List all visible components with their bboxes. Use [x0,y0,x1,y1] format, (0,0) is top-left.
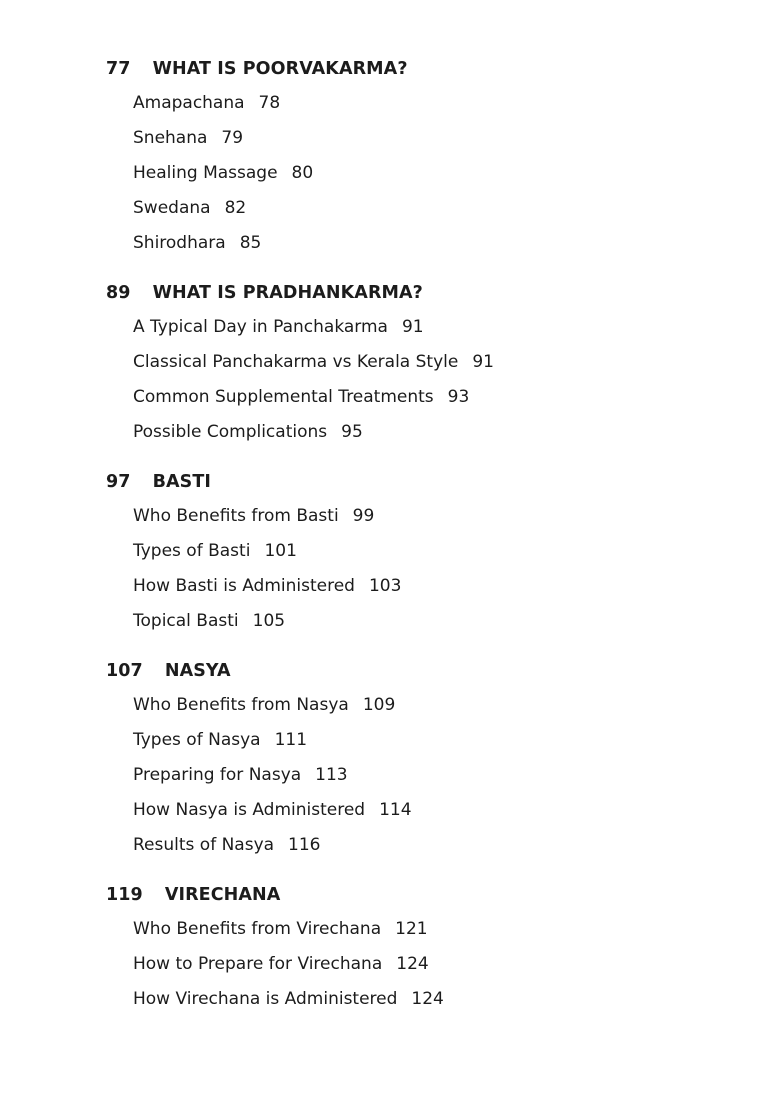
toc-section-poorvakarma [106,56,706,265]
entry-page-number: 82 [224,198,247,218]
entry-page-number: 109 [362,695,396,715]
toc-section-virechana [106,882,706,1021]
entry-page-number: 99 [352,506,375,526]
section-heading[interactable] [106,658,706,692]
toc-entry[interactable] [133,916,706,951]
toc-entry[interactable] [133,419,706,454]
entry-label: Amapachana [133,93,245,113]
entry-page-number: 79 [221,128,244,148]
entry-label: Who Benefits from Basti [133,506,339,526]
entry-page-number: 124 [411,989,444,1009]
toc-section-basti [106,469,706,643]
toc-entry[interactable] [133,832,706,867]
toc-entry[interactable] [133,90,706,125]
entry-label: Shirodhara [133,233,226,253]
subsection-list [106,916,706,1021]
entry-page-number: 85 [239,233,262,253]
entry-label: Possible Complications [133,422,328,442]
section-heading[interactable] [106,280,706,314]
entry-label: Results of Nasya [133,835,275,855]
toc-entry[interactable] [133,573,706,608]
section-page-number: 77 [106,59,131,79]
entry-label: Types of Nasya [133,730,261,750]
entry-label: How Virechana is Administered [133,989,398,1009]
section-heading[interactable] [106,469,706,503]
subsection-list [106,692,706,867]
toc-entry[interactable] [133,314,706,349]
toc-entry[interactable] [133,608,706,643]
entry-label: Snehana [133,128,208,148]
section-title: BASTI [152,472,211,492]
subsection-list [106,314,706,454]
toc-entry[interactable] [133,762,706,797]
entry-label: Classical Panchakarma vs Kerala Style [133,352,459,372]
toc-entry[interactable] [133,692,706,727]
toc-entry[interactable] [133,951,706,986]
entry-page-number: 111 [274,730,308,750]
toc-entry[interactable] [133,230,706,265]
section-title: WHAT IS POORVAKARMA? [152,59,408,79]
entry-label: A Typical Day in Panchakarma [133,317,388,337]
toc-entry[interactable] [133,503,706,538]
toc-section-pradhankarma [106,280,706,454]
toc-entry[interactable] [133,160,706,195]
entry-label: How Nasya is Administered [133,800,366,820]
section-page-number: 97 [106,472,131,492]
subsection-list [106,503,706,643]
entry-label: Preparing for Nasya [133,765,302,785]
toc-entry[interactable] [133,349,706,384]
entry-page-number: 121 [395,919,428,939]
toc-entry[interactable] [133,986,706,1021]
toc-entry[interactable] [133,195,706,230]
entry-page-number: 101 [264,541,297,561]
entry-page-number: 91 [401,317,424,337]
entry-label: Topical Basti [133,611,239,631]
entry-page-number: 93 [447,387,470,407]
toc-section-nasya [106,658,706,867]
entry-label: How to Prepare for Virechana [133,954,383,974]
entry-page-number: 114 [379,800,412,820]
entry-page-number: 78 [258,93,281,113]
entry-page-number: 95 [341,422,363,442]
entry-page-number: 113 [315,765,348,785]
toc-entry[interactable] [133,125,706,160]
section-title: WHAT IS PRADHANKARMA? [152,283,423,303]
section-page-number: 89 [106,283,131,303]
section-title: VIRECHANA [164,885,281,905]
entry-page-number: 105 [252,611,286,631]
entry-page-number: 80 [291,163,314,183]
entry-page-number: 103 [368,576,402,596]
entry-label: Types of Basti [133,541,251,561]
entry-page-number: 91 [472,352,494,372]
section-heading[interactable] [106,56,706,90]
entry-label: Who Benefits from Virechana [133,919,382,939]
entry-label: Healing Massage [133,163,278,183]
entry-label: How Basti is Administered [133,576,355,596]
toc-entry[interactable] [133,538,706,573]
toc-entry[interactable] [133,797,706,832]
table-of-contents [106,56,706,1021]
section-page-number: 107 [106,661,143,681]
entry-label: Swedana [133,198,211,218]
entry-page-number: 116 [288,835,321,855]
section-heading[interactable] [106,882,706,916]
section-title: NASYA [164,661,231,681]
entry-label: Who Benefits from Nasya [133,695,349,715]
section-page-number: 119 [106,885,143,905]
toc-entry[interactable] [133,727,706,762]
toc-entry[interactable] [133,384,706,419]
subsection-list [106,90,706,265]
entry-label: Common Supplemental Treatments [133,387,434,407]
entry-page-number: 124 [396,954,429,974]
